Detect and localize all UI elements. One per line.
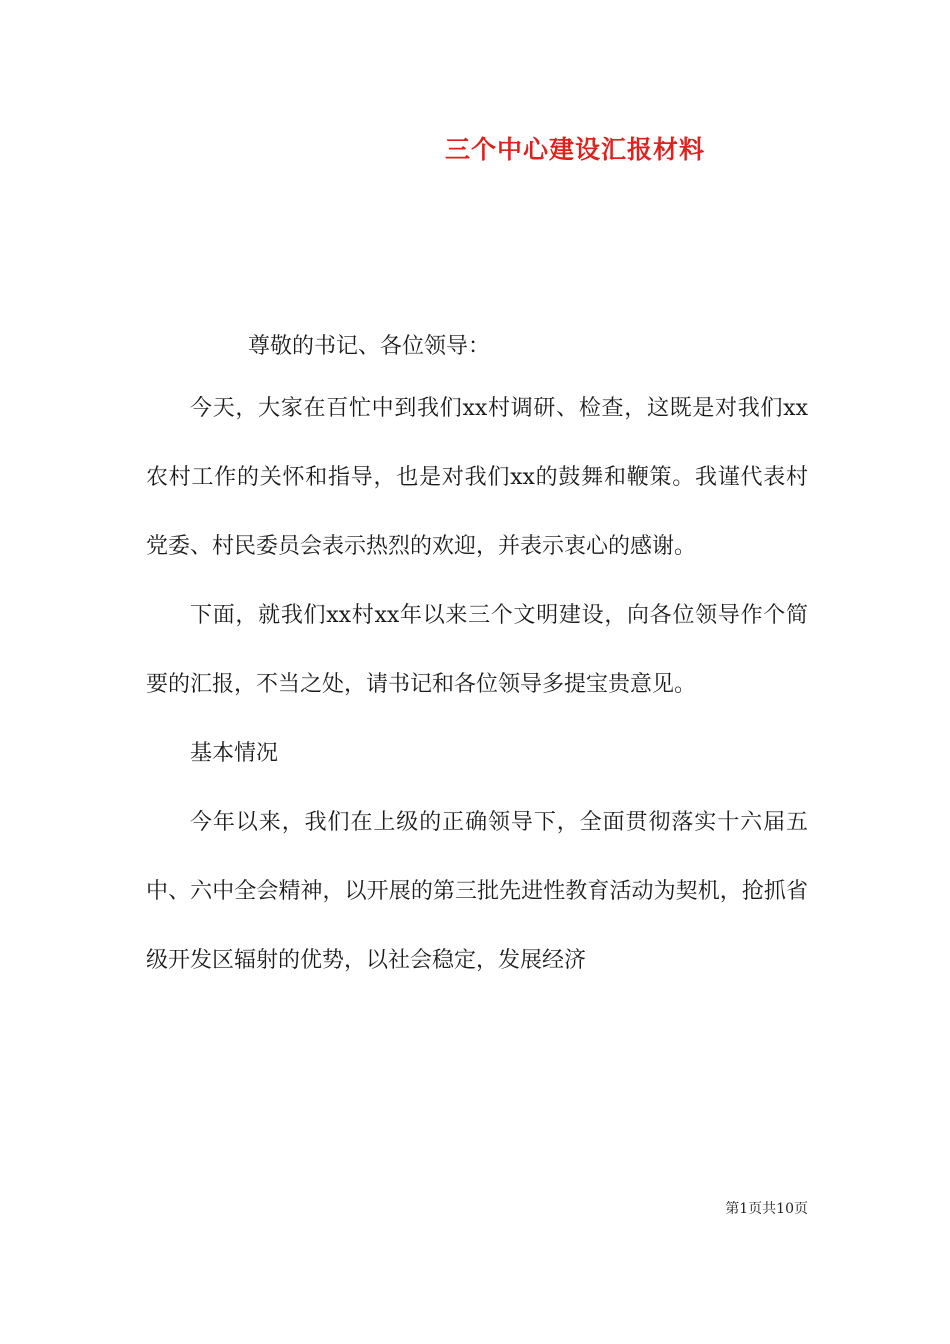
section-heading-basic-info: 基本情况 xyxy=(190,741,279,766)
paragraph-report-intro: 下面，就我们xx村xx年以来三个文明建设，向各位领导作个简要的汇报，不当之处，请书记和各位领导多提宝贵意见。 xyxy=(146,603,808,697)
page-number: 第1页共10页 xyxy=(725,1201,808,1217)
greeting: 尊敬的书记、各位领导： xyxy=(248,334,491,359)
paragraph-basic-info: 今年以来，我们在上级的正确领导下，全面贯彻落实十六届五中、六中全会精神，以开展的第三批先进性教育活动为契机，抢抓省级开发区辐射的优势，以社会稳定，发展经济 xyxy=(146,810,808,973)
document-title: 三个中心建设汇报材料 xyxy=(444,135,705,164)
document-body xyxy=(146,374,808,995)
paragraph-welcome: 今天，大家在百忙中到我们xx村调研、检查，这既是对我们xx农村工作的关怀和指导，也是对我们xx的鼓舞和鞭策。我谨代表村党委、村民委员会表示热烈的欢迎，并表示衷心的感谢。 xyxy=(146,396,808,559)
